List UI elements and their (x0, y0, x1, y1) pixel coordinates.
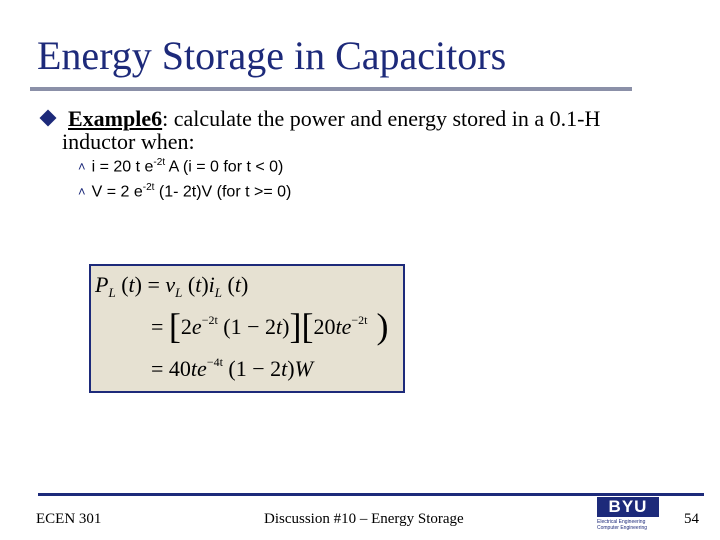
caret-icon: ˄ (78, 184, 86, 200)
footer-title: Discussion #10 – Energy Storage (264, 511, 464, 527)
sub-bullet-current (78, 157, 283, 176)
sub-bullet-pre: i = 20 t e (91, 158, 154, 176)
caret-icon: ˄ (78, 159, 86, 175)
sub-bullet-post: A (i = 0 for t < 0) (165, 158, 284, 176)
bullet-line2: inductor when: (62, 129, 195, 154)
course-label: ECEN 301 (36, 511, 102, 527)
title-divider (30, 87, 632, 91)
footer-divider (38, 493, 704, 496)
equation-graphic (91, 266, 403, 391)
sub-bullet-voltage (78, 182, 291, 201)
sub-bullet-pre: V = 2 e (91, 183, 143, 201)
bullet-line1: : calculate the power and energy stored in a 0.1-H (162, 106, 601, 131)
equation-box (89, 264, 405, 393)
main-bullet (42, 107, 682, 153)
page-number: 54 (684, 511, 699, 527)
sub-bullet-exponent: -2t (142, 182, 155, 193)
eq-line1-lhs: $P_L$ $(t) = v_L$ $(t)i_L$ (t) (95, 272, 249, 300)
sub-bullet-post: (1- 2t)V (for t >= 0) (154, 183, 292, 201)
eq-line3: = $40te^{-4t}$ (1 − 2t)W (151, 355, 313, 381)
slide-title: Energy Storage in Capacitors (37, 33, 507, 78)
bullet-text (68, 106, 600, 131)
sub-bullet-exponent: -2t (153, 157, 166, 168)
diamond-icon (40, 110, 57, 127)
logo-wordmark: BYU (597, 497, 659, 517)
eq-line2: = [$2e^{-2t}$ $(1 - 2t)][20te^{-2t}$ ) (151, 306, 389, 346)
example-label: Example6 (68, 106, 163, 131)
byu-logo (597, 497, 659, 537)
logo-subtitle: Electrical Engineering Computer Engineering (597, 519, 648, 531)
